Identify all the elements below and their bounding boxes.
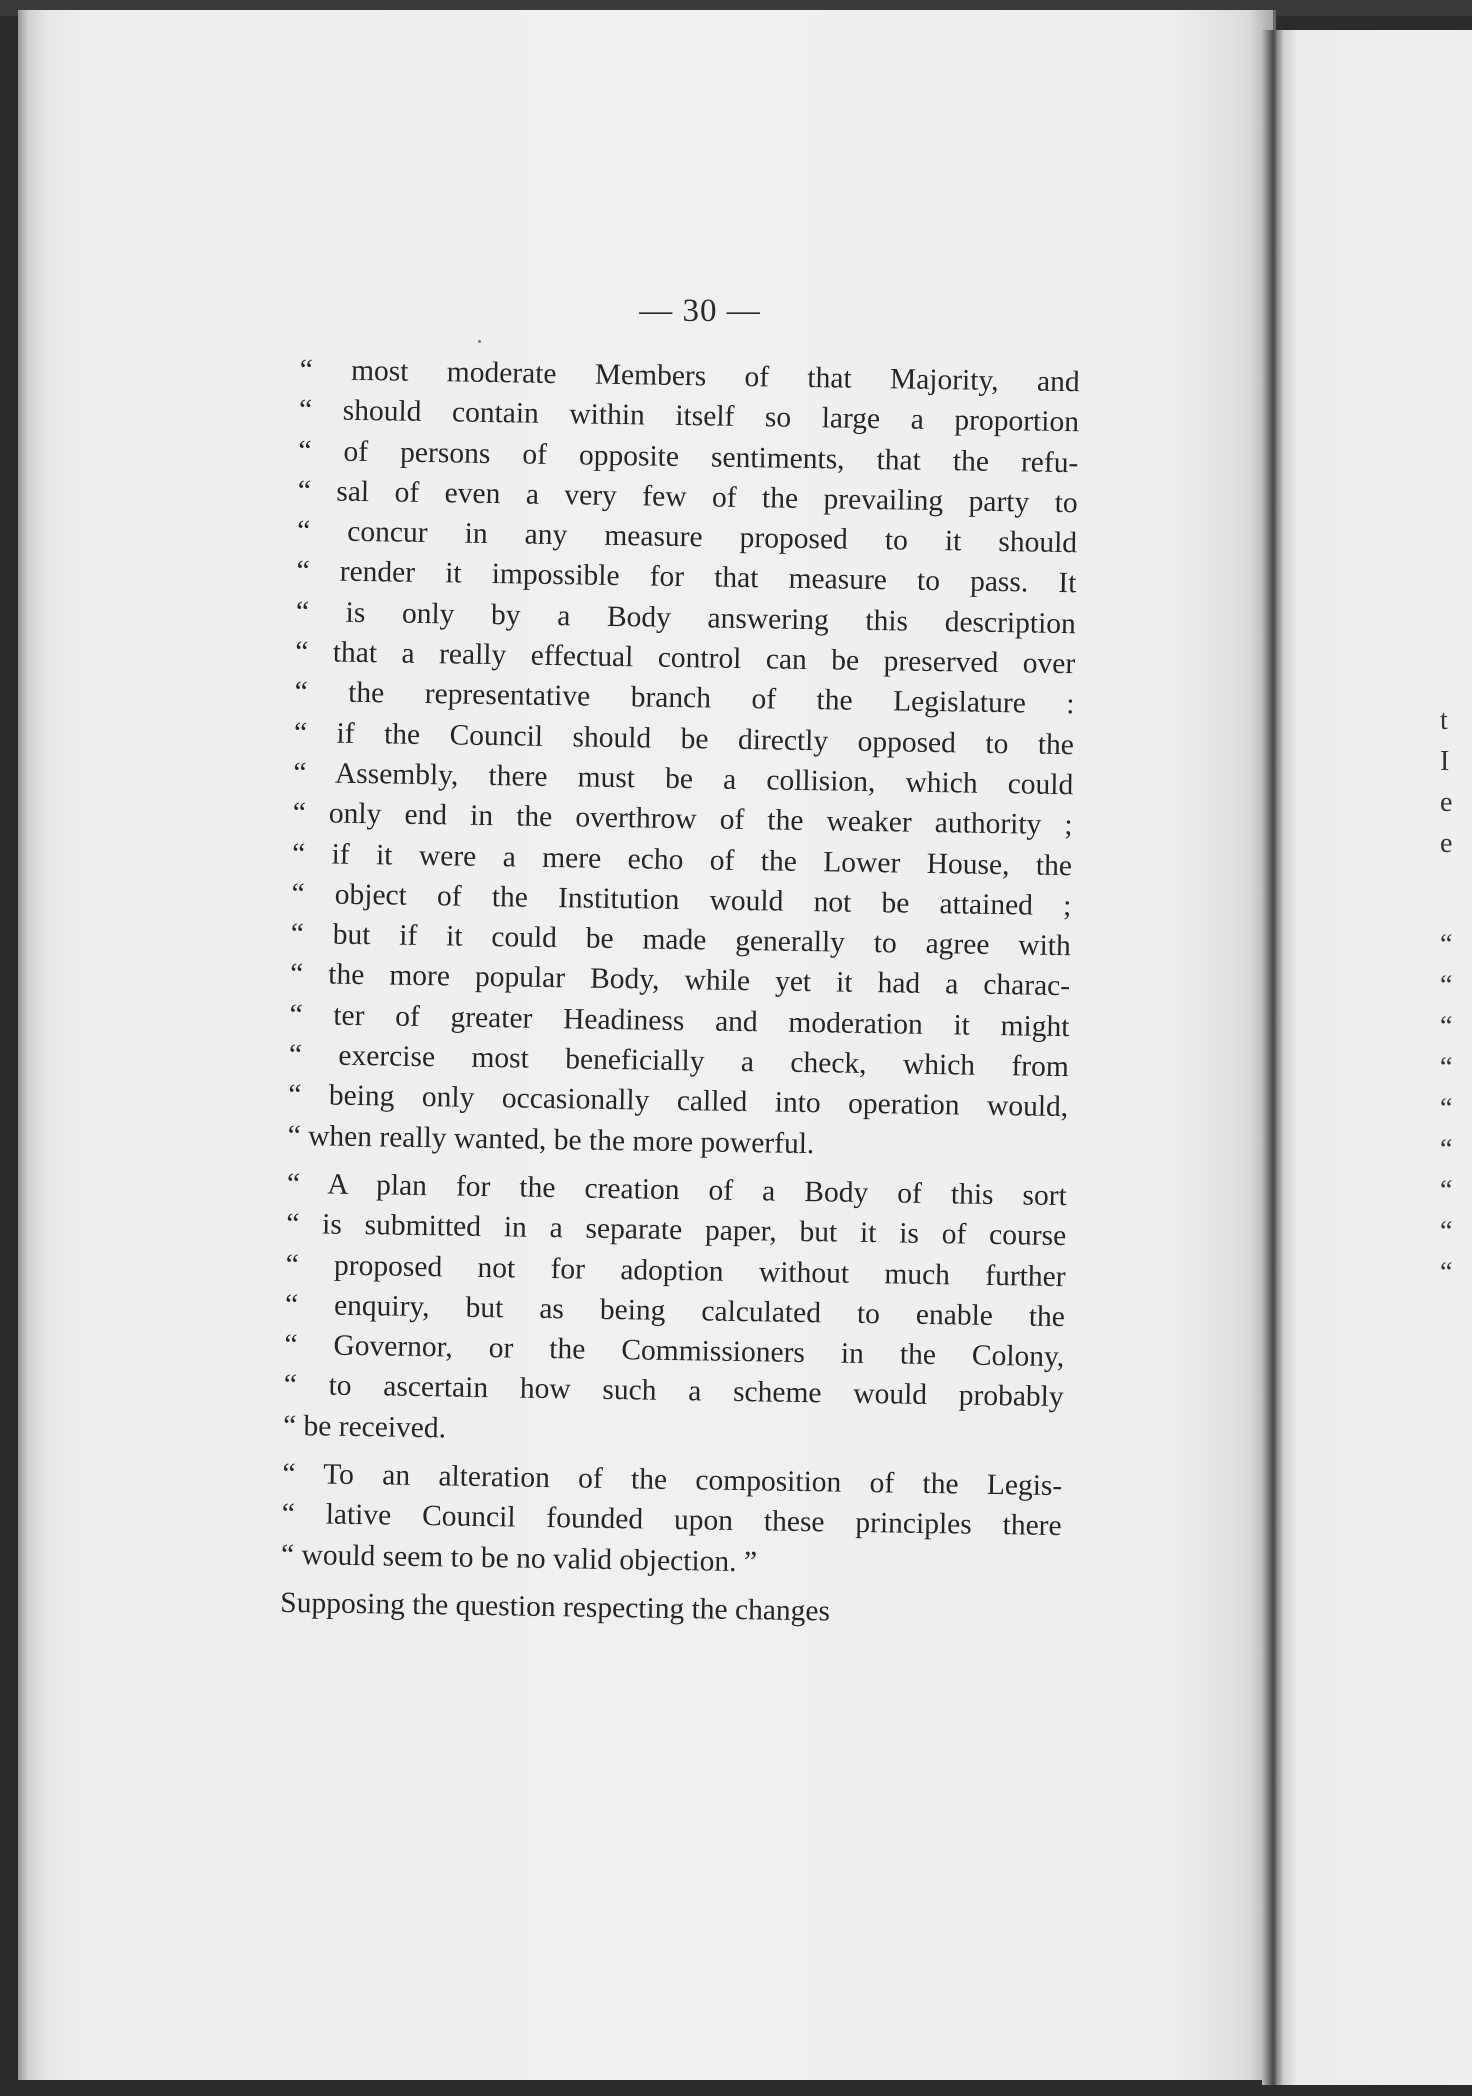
text-line: “ concur in any measure proposed to it should xyxy=(296,515,1078,560)
paragraph xyxy=(281,1454,1063,1587)
facing-page-letter: t xyxy=(1440,705,1448,736)
facing-page-quote-mark: “ xyxy=(1440,1011,1453,1042)
text-line: “ enquiry, but as being calculated to enable the xyxy=(284,1288,1066,1333)
page-number: — 30 — xyxy=(639,293,761,329)
text-line: “ lative Council founded upon these principles there xyxy=(281,1498,1062,1543)
text-line: Supposing the question respecting the changes xyxy=(280,1586,831,1628)
text-line: “ To an alteration of the composition of the Legis- xyxy=(282,1457,1063,1503)
text-line: “ most moderate Members of that Majority, and xyxy=(299,353,1080,399)
text-line: “ should contain within itself so large a proportion xyxy=(298,394,1080,439)
facing-page-fragments xyxy=(1440,700,1452,1293)
facing-page-quote-mark: “ xyxy=(1440,1134,1453,1165)
text-line: “ object of the Institution would not be attained ; xyxy=(291,877,1072,923)
text-line: “ that a really effectual control can be preserved over xyxy=(295,636,1076,681)
text-line: “ being only occasionally called into operation would, xyxy=(288,1079,1069,1124)
paper-speck xyxy=(478,340,481,343)
text-line: “ if the Council should be directly opposed to the xyxy=(293,716,1075,761)
text-line: “ the representative branch of the Legislature : xyxy=(294,676,1075,721)
facing-page-quote-mark: “ xyxy=(1440,970,1453,1001)
text-line: “ exercise most beneficially a check, which from xyxy=(288,1038,1070,1084)
facing-page-quote-mark: “ xyxy=(1440,1052,1453,1083)
text-line: “ is only by a Body answering this description xyxy=(295,595,1077,640)
text-line: “ when really wanted, be the more powerful. xyxy=(287,1119,815,1160)
text-line: “ if it were a mere echo of the Lower House, the xyxy=(291,837,1073,882)
facing-page-quote-mark: “ xyxy=(1440,1175,1453,1206)
text-line: “ ter of greater Headiness and moderation it might xyxy=(289,998,1070,1043)
text-line: “ is submitted in a separate paper, but it is of course xyxy=(286,1208,1067,1253)
text-line: “ Assembly, there must be a collision, which could xyxy=(293,756,1074,802)
body-text xyxy=(280,350,1080,1635)
text-line: “ Governor, or the Commissioners in the Colony, xyxy=(284,1329,1065,1374)
facing-page-letter: I xyxy=(1440,746,1450,777)
text-line: “ sal of even a very few of the prevailing party to xyxy=(297,474,1078,520)
text-line: “ only end in the overthrow of the weaker authority ; xyxy=(292,797,1073,842)
facing-page-letter: e xyxy=(1440,787,1453,818)
paragraph xyxy=(287,350,1080,1168)
facing-page-quote-mark: “ xyxy=(1440,1093,1453,1124)
paragraph xyxy=(283,1164,1067,1458)
text-line: “ A plan for the creation of a Body of this sort xyxy=(286,1167,1068,1213)
facing-page-quote-mark: “ xyxy=(1440,929,1453,960)
text-line: “ the more popular Body, while yet it had a charac- xyxy=(289,958,1071,1003)
facing-page-quote-mark: “ xyxy=(1440,1257,1453,1288)
text-line: “ to ascertain how such a scheme would probably xyxy=(283,1369,1064,1414)
text-line: “ of persons of opposite sentiments, that the refu- xyxy=(298,434,1079,479)
text-line: “ be received. xyxy=(282,1409,447,1445)
text-line: “ render it impossible for that measure to pass. It xyxy=(296,555,1077,600)
facing-page-quote-mark: “ xyxy=(1440,1216,1453,1247)
facing-page-letter: e xyxy=(1440,828,1453,859)
text-line: “ would seem to be no valid objection. ” xyxy=(280,1538,758,1578)
text-line: “ proposed not for adoption without much further xyxy=(285,1248,1066,1293)
text-line: “ but if it could be made generally to agree with xyxy=(290,918,1071,963)
